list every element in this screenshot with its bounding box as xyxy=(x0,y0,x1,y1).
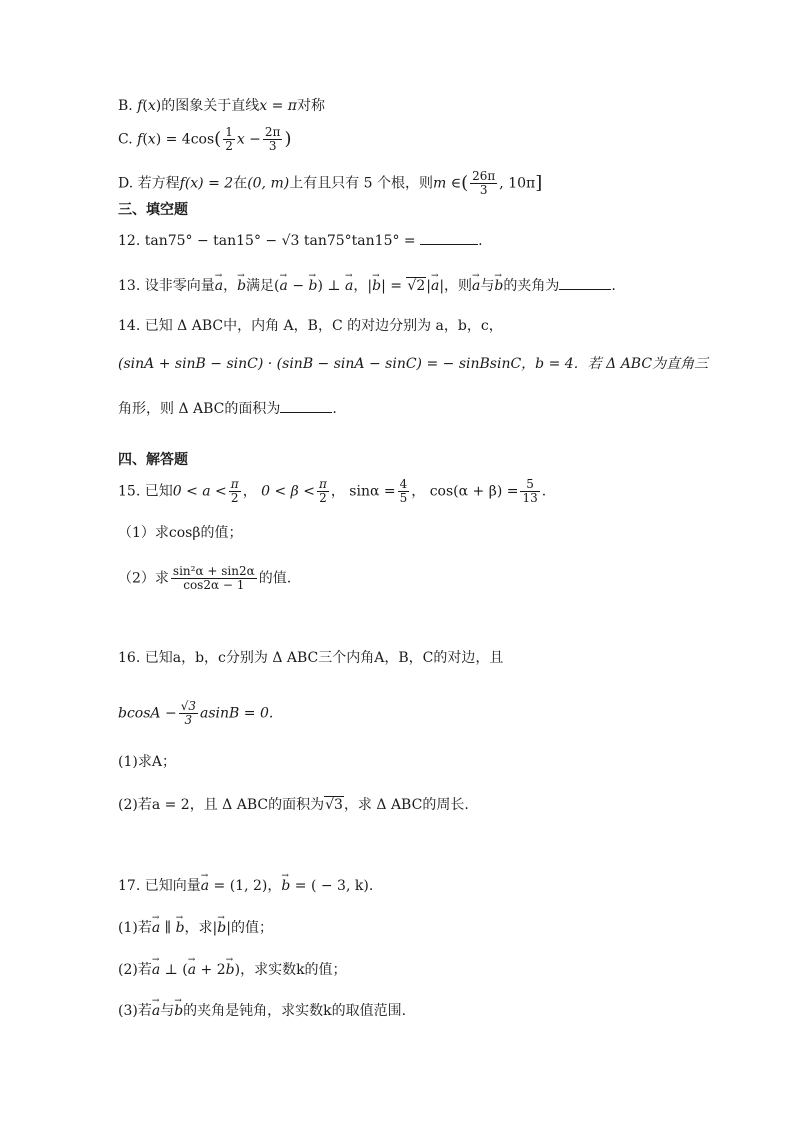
q15-part2-frac: $\frac{\text{sin²α + sin2α}}{\cos 2\alpha - 1}$ xyxy=(172,564,255,592)
question-16-equation: bcosA − $\frac{√3}{3}$ asinB = 0. xyxy=(118,699,274,727)
c-frac-1: $\frac{1}{2}$ xyxy=(225,125,233,153)
answer-blank-13[interactable] xyxy=(559,275,611,290)
question-17-part-1: (1)若→ a ∥ → b，求|→ b|的值； xyxy=(118,918,694,938)
option-b: B. f(x)的图象关于直线x = π对称 xyxy=(118,98,325,114)
section-four-heading: 四、解答题 xyxy=(118,452,188,468)
q15-frac-4-5: $\frac{4}{5}$ xyxy=(399,477,408,505)
answer-blank-14[interactable] xyxy=(280,398,332,413)
question-15-part-2: （2）求 $\frac{\text{sin²α + sin2α}}{\cos 2\alpha - 1}$ 的值. xyxy=(118,564,292,592)
question-12: 12. tan75° − tan15° − √3 tan75°tan15° = . xyxy=(118,230,694,251)
question-13: 13. 设非零向量→ a，→ b满足(→ a − → b) ⊥ → a，|→ b| = √2|→ a|，则→ a与→ b的夹角为 . xyxy=(118,275,694,296)
question-14-line-1: 14. 已知 Δ ABC中，内角 A，B，C 的对边分别为 a，b，c， xyxy=(118,318,503,334)
q15-frac-5-13: $\frac{5}{13}$ xyxy=(522,477,538,505)
answer-blank-12[interactable] xyxy=(420,230,478,245)
question-16: 16. 已知a，b，c分别为 Δ ABC三个内角A，B，C的对边，且 xyxy=(118,650,504,666)
q15-frac-pi-b: $\frac{\pi}{2}$ xyxy=(318,477,327,505)
c-frac-2: $\frac{2\pi}{3}$ xyxy=(264,125,281,153)
question-14-line-3: 角形，则 Δ ABC的面积为 . xyxy=(118,398,694,419)
question-16-part-1: (1)求A； xyxy=(118,754,176,770)
section-three-heading: 三、填空题 xyxy=(118,202,188,218)
question-15: 15. 已知0 < a < $\frac{\pi}{2}$ ， 0 < β < $\frac{\pi}{2}$ ， sinα = $\frac{4}{5}$ ， cos(α + β) = $\frac{5}{13}$ . xyxy=(118,477,547,505)
option-d: D. 若方程f(x) = 2在(0, m)上有且只有 5 个根，则m ∈( $\frac{26\pi}{3}$ , 10π] xyxy=(118,169,543,197)
d-frac: $\frac{26\pi}{3}$ xyxy=(472,169,496,197)
question-15-part-1: （1）求cosβ的值； xyxy=(118,525,243,541)
q16-frac: $\frac{√3}{3}$ xyxy=(180,699,196,727)
question-14-line-2: (sinA + sinB − sinC) · (sinB − sinA − sinC) = − sinBsinC，b = 4．若 Δ ABC为直角三 xyxy=(118,356,709,372)
question-16-part-2: (2)若a = 2，且 Δ ABC的面积为√3，求 Δ ABC的周长. xyxy=(118,797,469,813)
option-c: C. f(x) = 4cos( $\frac{1}{2}$ x − $\frac{2\pi}{3}$ ) xyxy=(118,125,292,153)
q15-frac-pi-a: $\frac{\pi}{2}$ xyxy=(230,477,239,505)
question-17: 17. 已知向量→ a = (1, 2)，→ b = ( − 3, k). xyxy=(118,876,694,896)
question-17-part-3: (3)若→ a与→ b的夹角是钝角，求实数k的取值范围. xyxy=(118,1001,694,1021)
question-17-part-2: (2)若→ a ⊥ (→ a + 2→ b)，求实数k的值； xyxy=(118,960,694,980)
